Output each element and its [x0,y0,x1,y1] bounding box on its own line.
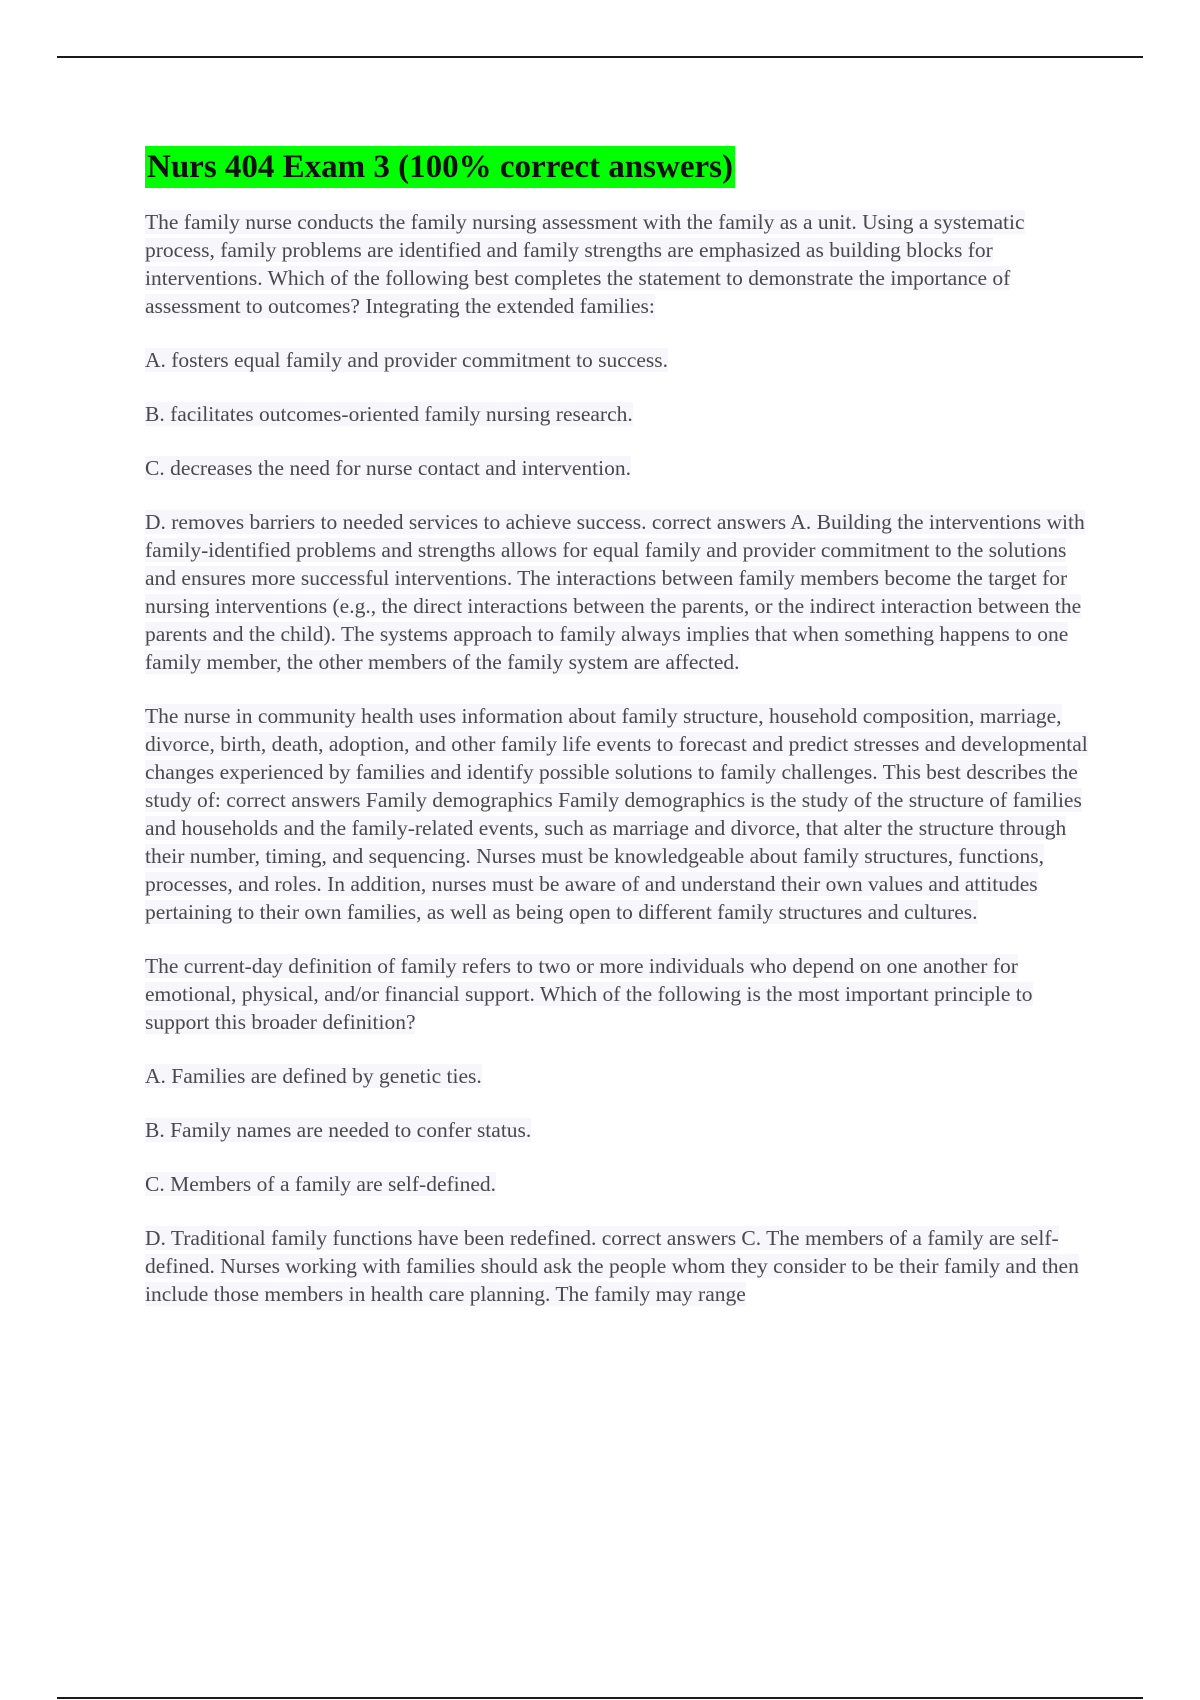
question-1-option-c [145,454,1090,482]
paragraph-text: B. Family names are needed to confer status. [145,1118,532,1142]
question-3-option-c [145,1170,1090,1198]
paragraph-text: C. decreases the need for nurse contact and intervention. [145,456,631,480]
question-3-option-a [145,1062,1090,1090]
paragraph-text: D. Traditional family functions have been redefined. correct answers C. The members of a family are self-defined. Nurses working with families should ask the people whom they consider to be their family and then include those members in health care planning. The family may range [145,1226,1079,1306]
paragraph-text: The family nurse conducts the family nursing assessment with the family as a unit. Using a systematic process, family problems are identified and family strengths are emphasized as building blocks for interventions. Which of the following best completes the statement to demonstrate the importance of assessment to outcomes? Integrating the extended families: [145,210,1025,318]
question-2-stem-answer [145,702,1090,926]
paragraph-text: D. removes barriers to needed services to achieve success. correct answers A. Building the interventions with family-identified problems and strengths allows for equal family and provider commitment to the solutions and ensures more successful interventions. The interactions between family members become the target for nursing interventions (e.g., the direct interactions between the parents, or the indirect interaction between the parents and the child). The systems approach to family always implies that when something happens to one family member, the other members of the family system are affected. [145,510,1085,674]
question-3-stem [145,952,1090,1036]
document-body [145,146,1090,1334]
question-3-option-b [145,1116,1090,1144]
paragraph-text: The nurse in community health uses information about family structure, household composition, marriage, divorce, birth, death, adoption, and other family life events to forecast and predict stresses and developmental changes experienced by families and identify possible solutions to family challenges. This best describes the study of: correct answers Family demographics Family demographics is the study of the structure of families and households and the family-related events, such as marriage and divorce, that alter the structure through their number, timing, and sequencing. Nurses must be knowledgeable about family structures, functions, processes, and roles. In addition, nurses must be aware of and understand their own values and attitudes pertaining to their own families, as well as being open to different family structures and cultures. [145,704,1088,924]
paragraph-text: The current-day definition of family refers to two or more individuals who depend on one another for emotional, physical, and/or financial support. Which of the following is the most important principle to support this broader definition? [145,954,1033,1034]
paragraph-text: B. facilitates outcomes-oriented family nursing research. [145,402,633,426]
paragraph-text: A. fosters equal family and provider commitment to success. [145,348,669,372]
top-rule [57,56,1143,58]
question-1-option-a [145,346,1090,374]
bottom-rule [57,1697,1143,1699]
document-title: Nurs 404 Exam 3 (100% correct answers) [145,146,735,188]
question-1-stem [145,208,1090,320]
question-1-option-d-answer [145,508,1090,676]
paragraph-text: C. Members of a family are self-defined. [145,1172,497,1196]
paragraph-text: A. Families are defined by genetic ties. [145,1064,482,1088]
question-3-option-d-answer [145,1224,1090,1308]
question-1-option-b [145,400,1090,428]
